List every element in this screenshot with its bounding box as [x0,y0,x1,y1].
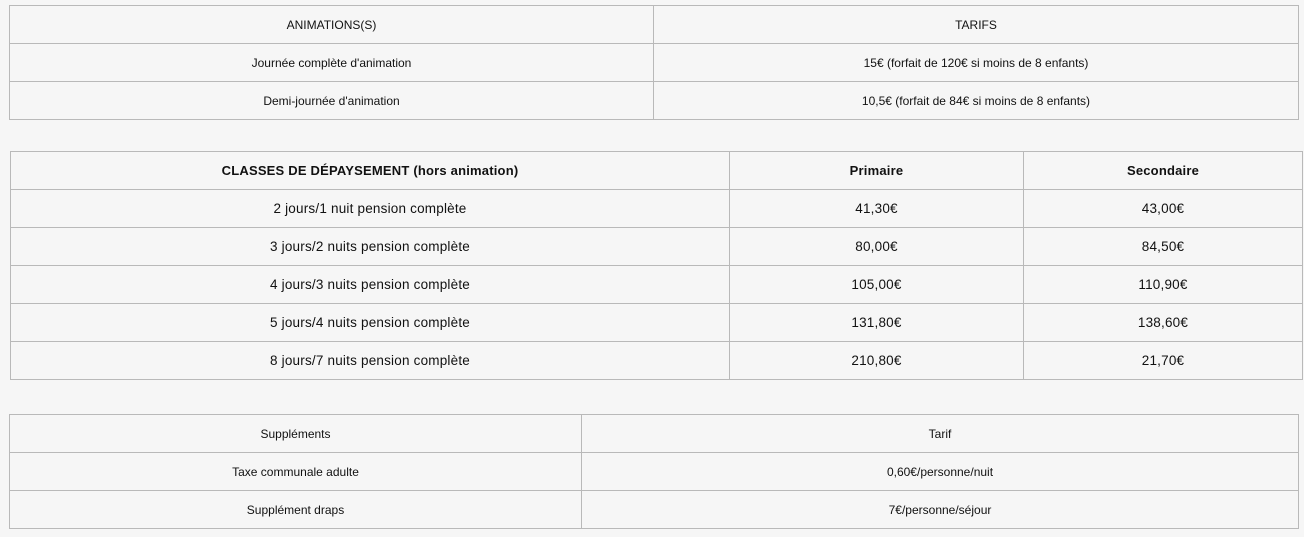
table-row [10,44,1299,82]
price-secondaire: 110,90€ [1024,266,1303,304]
price-primaire: 105,00€ [730,266,1024,304]
column-header-classes: CLASSES DE DÉPAYSEMENT (hors animation) [11,152,730,190]
column-header-tarif: Tarif [582,415,1299,453]
column-header-tarifs: TARIFS [654,6,1299,44]
supplement-price: 0,60€/personne/nuit [582,453,1299,491]
animations-table [9,5,1299,120]
column-header-primaire: Primaire [730,152,1024,190]
animation-price: 15€ (forfait de 120€ si moins de 8 enfants) [654,44,1299,82]
price-primaire: 210,80€ [730,342,1024,380]
animation-name: Demi-journée d'animation [10,82,654,120]
table-row [10,491,1299,529]
price-secondaire: 21,70€ [1024,342,1303,380]
animation-price: 10,5€ (forfait de 84€ si moins de 8 enfants) [654,82,1299,120]
stay-duration: 5 jours/4 nuits pension complète [11,304,730,342]
supplement-name: Supplément draps [10,491,582,529]
table-row [11,304,1303,342]
price-secondaire: 84,50€ [1024,228,1303,266]
table-header-row [10,6,1299,44]
table-row [11,342,1303,380]
column-header-animations: ANIMATIONS(S) [10,6,654,44]
table-header-row [10,415,1299,453]
stay-duration: 3 jours/2 nuits pension complète [11,228,730,266]
table-row [11,190,1303,228]
table-row [11,228,1303,266]
animation-name: Journée complète d'animation [10,44,654,82]
stay-duration: 8 jours/7 nuits pension complète [11,342,730,380]
column-header-supplements: Suppléments [10,415,582,453]
price-primaire: 41,30€ [730,190,1024,228]
stay-duration: 4 jours/3 nuits pension complète [11,266,730,304]
price-primaire: 80,00€ [730,228,1024,266]
price-primaire: 131,80€ [730,304,1024,342]
price-secondaire: 43,00€ [1024,190,1303,228]
supplement-price: 7€/personne/séjour [582,491,1299,529]
supplements-table [9,414,1299,529]
stay-duration: 2 jours/1 nuit pension complète [11,190,730,228]
column-header-secondaire: Secondaire [1024,152,1303,190]
supplement-name: Taxe communale adulte [10,453,582,491]
price-secondaire: 138,60€ [1024,304,1303,342]
table-header-row [11,152,1303,190]
table-row [10,82,1299,120]
table-row [10,453,1299,491]
table-row [11,266,1303,304]
classes-table [10,151,1303,380]
